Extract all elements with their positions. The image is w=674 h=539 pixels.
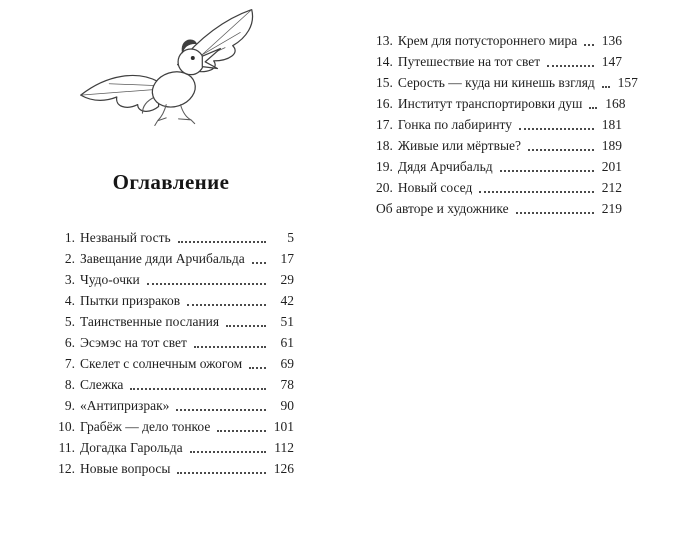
entry-page-number: 136: [601, 33, 622, 48]
entry-title: Новый сосед: [397, 180, 473, 195]
entry-title: Новые вопросы: [80, 461, 171, 476]
entry-number: 16.: [376, 96, 393, 111]
flying-dragon-illustration: [64, 2, 276, 154]
entry-number: 5.: [64, 314, 75, 329]
toc-entry: [376, 177, 622, 198]
entry-page-number: 61: [280, 335, 294, 350]
toc-entry: [376, 51, 622, 72]
entry-title: Чудо-очки: [80, 272, 140, 287]
entry-title: «Антипризрак»: [80, 398, 170, 413]
entry-page-number: 42: [280, 293, 294, 308]
toc-entry: [48, 416, 294, 437]
dot-leader: [226, 325, 266, 327]
toc-entry: [376, 30, 622, 51]
entry-title: Живые или мёртвые?: [397, 138, 522, 153]
entry-number: 2.: [64, 251, 75, 266]
dot-leader: [130, 388, 266, 390]
toc-entry: [376, 156, 622, 177]
toc-entry: [376, 72, 638, 93]
entry-page-number: 29: [280, 272, 294, 287]
dot-leader: [602, 86, 610, 88]
toc-entry-about-author: [376, 198, 622, 219]
dot-leader: [217, 430, 266, 432]
entry-page-number: 147: [601, 54, 622, 69]
toc-entry: [376, 135, 622, 156]
dot-leader: [500, 170, 594, 172]
entry-title: Об авторе и художнике: [376, 201, 509, 216]
entry-number: 11.: [58, 440, 75, 455]
entry-number: 17.: [376, 117, 393, 132]
entry-title: Скелет с солнечным ожогом: [80, 356, 243, 371]
entry-title: Серость — куда ни кинешь взгляд: [397, 75, 595, 90]
entry-title: Догадка Гарольда: [80, 440, 183, 455]
page-title: Оглавление: [112, 170, 230, 194]
dot-leader: [249, 367, 266, 369]
entry-number: 1.: [64, 230, 75, 245]
entry-title: Незваный гость: [80, 230, 171, 245]
dot-leader: [519, 128, 594, 130]
toc-right-column: [376, 30, 638, 219]
entry-number: 15.: [376, 75, 393, 90]
dot-leader: [194, 346, 266, 348]
entry-page-number: 201: [601, 159, 622, 174]
entry-title: Гонка по лабиринту: [397, 117, 513, 132]
entry-number: 9.: [64, 398, 75, 413]
entry-number: 20.: [376, 180, 393, 195]
entry-number: 19.: [376, 159, 393, 174]
entry-title: Путешествие на тот свет: [397, 54, 541, 69]
entry-page-number: 112: [274, 440, 294, 455]
dot-leader: [147, 283, 266, 285]
entry-title: Дядя Арчибальд: [397, 159, 493, 174]
entry-number: 3.: [64, 272, 75, 287]
dot-leader: [177, 472, 266, 474]
entry-title: Эсэмэс на тот свет: [80, 335, 187, 350]
entry-page-number: 17: [280, 251, 294, 266]
entry-number: 18.: [376, 138, 393, 153]
entry-page-number: 90: [280, 398, 294, 413]
dot-leader: [190, 451, 266, 453]
toc-entry: [48, 227, 294, 248]
entry-title: Институт транспортировки душ: [397, 96, 583, 111]
entry-number: 6.: [64, 335, 75, 350]
toc-entry: [48, 290, 294, 311]
toc-entry: [376, 114, 622, 135]
entry-number: 14.: [376, 54, 393, 69]
dot-leader: [589, 107, 597, 109]
flying-dragon-icon: [64, 2, 276, 154]
toc-entry: [48, 248, 294, 269]
entry-page-number: 168: [605, 96, 626, 111]
entry-number: 4.: [64, 293, 75, 308]
toc-entry: [48, 332, 294, 353]
toc-entry: [48, 374, 294, 395]
entry-page-number: 69: [280, 356, 294, 371]
toc-entry: [48, 437, 294, 458]
entry-title: Завещание дяди Арчибальда: [80, 251, 245, 266]
dot-leader: [176, 409, 266, 411]
dot-leader: [178, 241, 266, 243]
entry-page-number: 219: [601, 201, 622, 216]
entry-title: Грабёж — дело тонкое: [80, 419, 211, 434]
dot-leader: [187, 304, 266, 306]
entry-number: 10.: [58, 419, 75, 434]
entry-page-number: 78: [280, 377, 294, 392]
entry-number: 7.: [64, 356, 75, 371]
entry-title: Таинственные послания: [80, 314, 220, 329]
entry-page-number: 181: [601, 117, 622, 132]
entry-title: Крем для потустороннего мира: [397, 33, 578, 48]
dot-leader: [252, 262, 266, 264]
entry-page-number: 126: [273, 461, 294, 476]
dot-leader: [479, 191, 594, 193]
entry-page-number: 189: [601, 138, 622, 153]
entry-page-number: 5: [287, 230, 294, 245]
dot-leader: [528, 149, 594, 151]
toc-entry: [376, 93, 626, 114]
entry-title: Пытки призраков: [80, 293, 181, 308]
entry-page-number: 101: [273, 419, 294, 434]
toc-entry: [48, 395, 294, 416]
dot-leader: [516, 212, 594, 214]
entry-title: Слежка: [80, 377, 124, 392]
dot-leader: [584, 44, 594, 46]
entry-page-number: 212: [601, 180, 622, 195]
toc-entry: [48, 269, 294, 290]
entry-number: 13.: [376, 33, 393, 48]
toc-entry: [48, 458, 294, 479]
toc-entry: [48, 311, 294, 332]
toc-entry: [48, 353, 294, 374]
toc-left-column: [48, 227, 294, 479]
dot-leader: [547, 65, 594, 67]
entry-page-number: 157: [617, 75, 638, 90]
entry-page-number: 51: [280, 314, 294, 329]
entry-number: 12.: [58, 461, 75, 476]
entry-number: 8.: [64, 377, 75, 392]
